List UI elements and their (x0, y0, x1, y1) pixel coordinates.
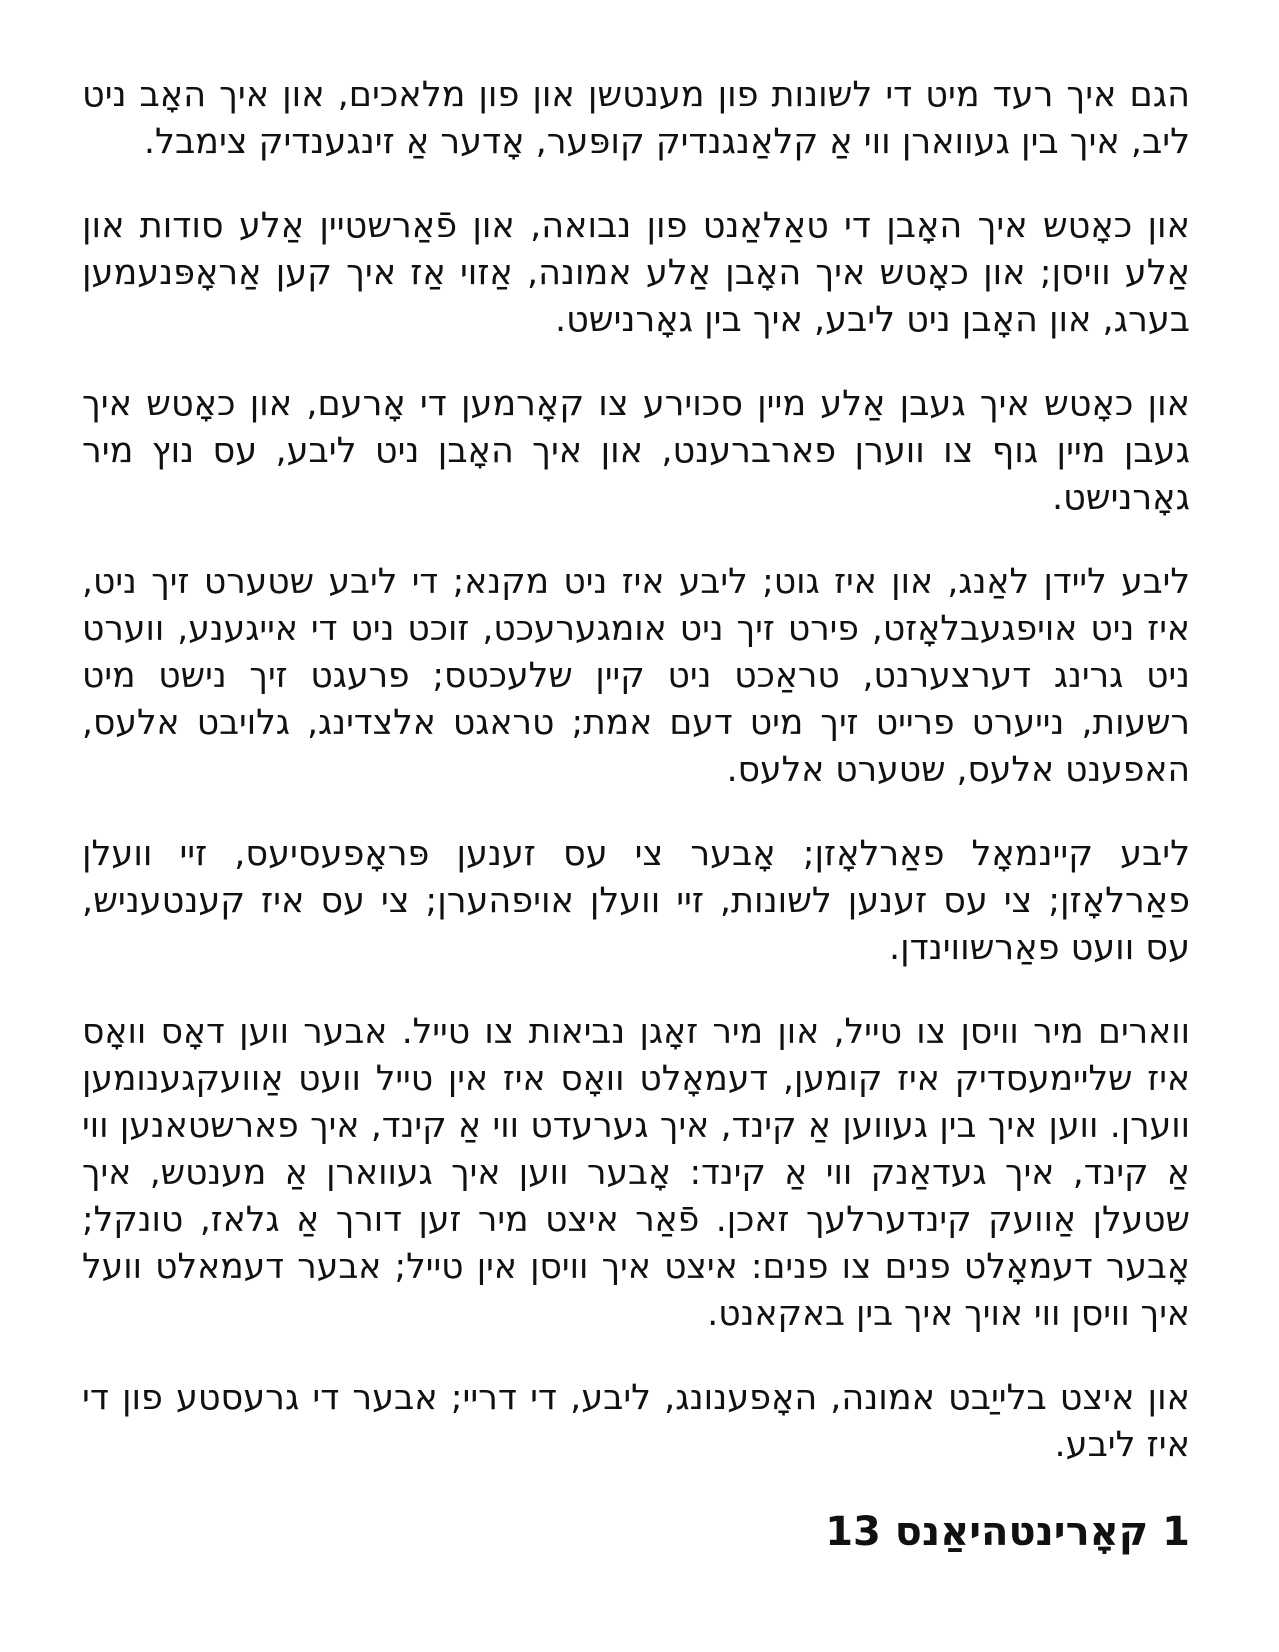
paragraph-5: ליבע קיינמאָל פאַרלאָזן; אָבער צי עס זענען פּראָפעסיעס, זיי וועלן פאַרלאָזן; צי עס זענען לשונות, זיי וועלן אויפהערן; צי עס איז קענטעניש, עס וועט פאַרשווינדן. (82, 834, 1190, 968)
paragraph-1: הגם איך רעד מיט די לשונות פון מענטשן און פון מלאכים, און איך האָב ניט ליב, איך בין געווארן ווי אַ קלאַנגנדיק קופּער, אָדער אַ זינגענדיק צימבל. (82, 75, 1190, 162)
scripture-citation: 1 קאָרינטהיאַנס 13 (825, 1509, 1190, 1555)
paragraph-7: און איצט בלייַבט אמונה, האָפענונג, ליבע, די דריי; אבער די גרעסטע פון די איז ליבע. (82, 1378, 1190, 1465)
paragraph-3: און כאָטש איך געבן אַלע מיין סכוירע צו קאָרמען די אָרעם, און כאָטש איך געבן מיין גוף צו ווערן פארברענט, און איך האָבן ניט ליבע, עס נוץ מיר גאָרנישט. (82, 384, 1190, 518)
document-page (82, 72, 1190, 1558)
paragraph-2: און כאָטש איך האָבן די טאַלאַנט פון נבואה, און פֿאַרשטיין אַלע סודות און אַלע וויסן; און כאָטש איך האָבן אַלע אמונה, אַזוי אַז איך קען אַראָפּנעמען בערג, און האָבן ניט ליבע, איך בין גאָרנישט. (82, 206, 1190, 340)
paragraph-4: ליבע ליידן לאַנג, און איז גוט; ליבע איז ניט מקנא; די ליבע שטערט זיך ניט, איז ניט אויפגעבלאָזט, פירט זיך ניט אומגערעכט, זוכט ניט די אייגענע, ווערט ניט גרינג דערצערנט, טראַכט ניט קיין שלעכטס; פרעגט זיך נישט מיט רשעות, נייערט פרייט זיך מיט דעם אמת; טראגט אלצדינג, גלויבט אלעס, האפענט אלעס, שטערט אלעס. (82, 562, 1190, 790)
paragraph-6: ווארים מיר וויסן צו טייל, און מיר זאָגן נביאות צו טייל. אבער ווען דאָס וואָס איז שליימעסדיק איז קומען, דעמאָלט וואָס איז אין טייל וועט אַוועקגענומען ווערן. ווען איך בין געווען אַ קינד, איך גערעדט ווי אַ קינד, איך פארשטאנען ווי אַ קינד, איך געדאַנק ווי אַ קינד: אָבער ווען איך געווארן אַ מענטש, איך שטעלן אַוועק קינדערלעך זאכן. פֿאַר איצט מיר זען דורך אַ גלאז, טונקל; אָבער דעמאָלט פנים צו פנים: איצט איך וויסן אין טייל; אבער דעמאלט וועל איך וויסן ווי אויך איך בין באקאנט. (82, 1012, 1190, 1334)
